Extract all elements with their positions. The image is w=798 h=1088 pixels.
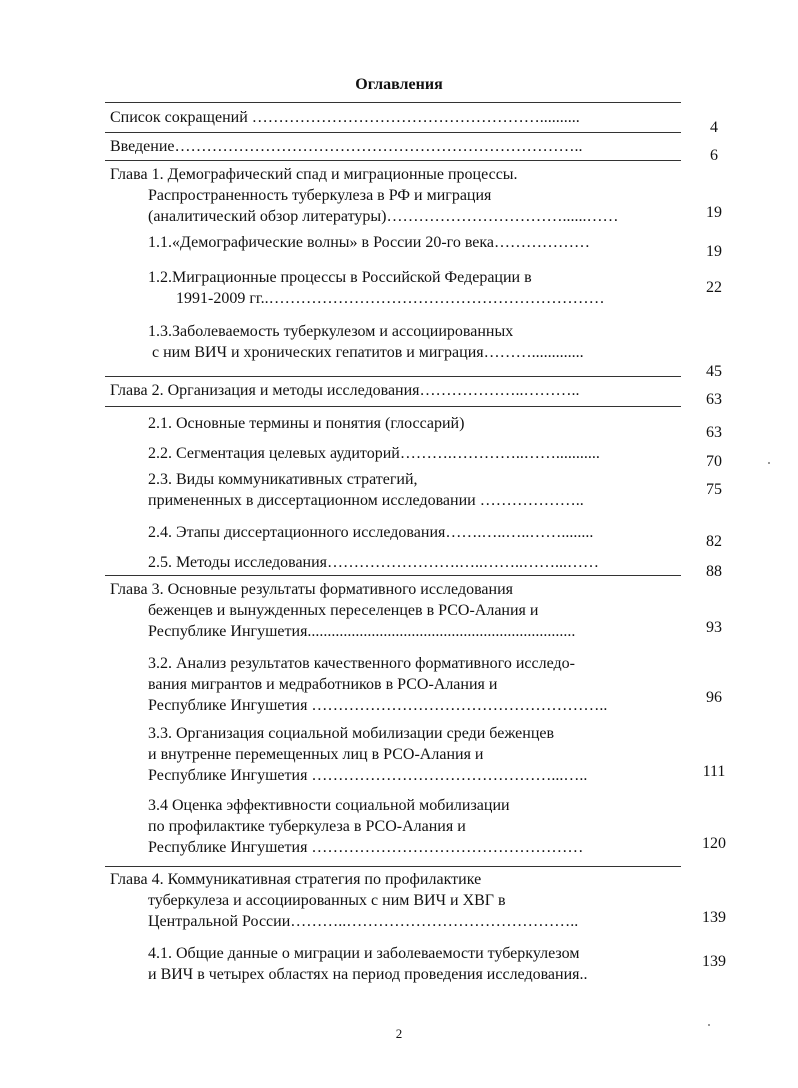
toc-entry-text: Введение…………………………………………………………………..	[110, 138, 583, 155]
toc-entry-page: 63	[706, 391, 722, 408]
toc-entry-page: 96	[706, 689, 722, 706]
toc-entry-text: 3.4 Оценка эффективности социальной мобилизации	[148, 797, 510, 814]
scan-speck	[768, 462, 770, 464]
toc-entry-text: 1991-2009 гг..………………………………………………………	[176, 290, 605, 307]
toc-entry-text: Республике Ингушетия...................................................................	[148, 623, 576, 640]
toc-entry-text: Республике Ингушетия ………………………………………………..	[148, 697, 608, 714]
toc-entry-page: 82	[706, 533, 722, 550]
toc-entry-text: 2.5. Методы исследования…………………….…..……..……...……	[148, 554, 600, 571]
toc-entry-page: 75	[706, 481, 722, 498]
toc-entry-page: 120	[702, 835, 726, 852]
toc-entry-text: и внутренне перемещенных лиц в РСО-Алания и	[148, 746, 484, 763]
toc-entry-page: 45	[706, 363, 722, 380]
toc-entry-page: 139	[702, 953, 726, 970]
toc-entry-text: примененных в диссертационном исследовании ………………..	[148, 492, 584, 509]
separator-line	[105, 406, 681, 407]
toc-entry-text: вания мигрантов и медработников в РСО-Алания и	[148, 676, 498, 693]
toc-entry-text: 4.1. Общие данные о миграции и заболеваемости туберкулезом	[148, 945, 580, 962]
separator-line	[105, 376, 681, 377]
toc-entry-text: туберкулеза и ассоциированных с ним ВИЧ и ХВГ в	[148, 892, 506, 909]
toc-entry-text: беженцев и вынужденных переселенцев в РСО-Алания и	[148, 602, 539, 619]
toc-entry-page: 139	[702, 909, 726, 926]
toc-entry-text: 2.2. Сегментация целевых аудиторий……….…………..……...........	[148, 445, 600, 462]
toc-entry-text: 3.3. Организация социальной мобилизации среди беженцев	[148, 725, 555, 742]
toc-entry-page: 19	[706, 243, 722, 260]
toc-entry-page: 111	[702, 763, 726, 780]
toc-entry-text: Глава 1. Демографический спад и миграционные процессы.	[110, 166, 518, 183]
toc-entry-text: по профилактике туберкулеза в РСО-Алания и	[148, 818, 466, 835]
toc-entry-text: с ним ВИЧ и хронических гепатитов и миграция……….............	[152, 344, 584, 361]
separator-line	[105, 102, 681, 103]
toc-title: Оглавления	[355, 76, 443, 93]
toc-entry-page: 19	[706, 204, 722, 221]
separator-line	[105, 866, 681, 867]
toc-entry-text: (аналитический обзор литературы)……………………………......……	[148, 208, 619, 225]
toc-entry-text: Республике Ингушетия ………………………………………...…..	[148, 767, 588, 784]
toc-entry-text: 2.3. Виды коммуникативных стратегий,	[148, 471, 418, 488]
toc-entry-text: Глава 4. Коммуникативная стратегия по профилактике	[110, 871, 482, 888]
toc-entry-page: 70	[706, 453, 722, 470]
toc-entry-text: 1.2.Миграционные процессы в Российской Федерации в	[148, 269, 532, 286]
toc-entry-text: 2.4. Этапы диссертационного исследования…….…..…..……........	[148, 524, 594, 541]
toc-entry-text: 3.2. Анализ результатов качественного формативного исследо-	[148, 655, 575, 672]
toc-entry-text: 1.1.«Демографические волны» в России 20-го века………………	[148, 234, 591, 251]
toc-entry-text: и ВИЧ в четырех областях на период проведения исследования..	[148, 966, 588, 983]
toc-entry-page: 22	[706, 279, 722, 296]
toc-entry-page: 88	[706, 563, 722, 580]
toc-entry-page: 6	[710, 147, 718, 164]
toc-entry-text: Центральной России………..……………………………………..	[148, 913, 579, 930]
toc-entry-text: Республике Ингушетия ……………………………………………	[148, 839, 584, 856]
page-number: 2	[395, 1026, 403, 1041]
toc-entry-page: 63	[706, 424, 722, 441]
separator-line	[105, 132, 681, 133]
toc-entry-text: 1.3.Заболеваемость туберкулезом и ассоциированных	[148, 323, 514, 340]
toc-entry-page: 93	[706, 619, 722, 636]
separator-line	[105, 160, 681, 161]
toc-entry-text: Распространенность туберкулеза в РФ и миграция	[148, 187, 492, 204]
toc-entry-page: 4	[710, 119, 718, 136]
scan-speck	[708, 1024, 710, 1026]
toc-entry-text: Список сокращений ………………………………………………..........	[110, 109, 580, 126]
separator-line	[105, 575, 681, 576]
toc-entry-text: 2.1. Основные термины и понятия (глоссарий)	[148, 415, 465, 432]
toc-entry-text: Глава 3. Основные результаты формативного исследования	[110, 581, 514, 598]
toc-entry-text: Глава 2. Организация и методы исследования………………..………..	[110, 382, 580, 399]
